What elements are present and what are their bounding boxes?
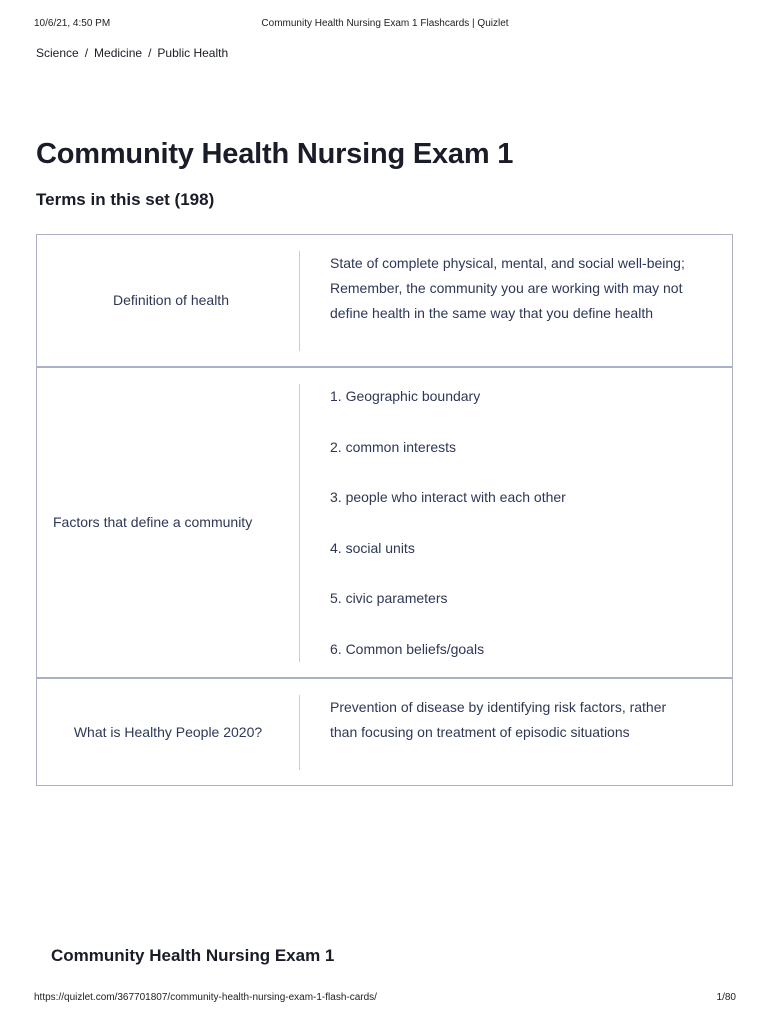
card-term-text: Factors that define a community bbox=[53, 514, 253, 530]
definition-line: 5. civic parameters bbox=[330, 590, 448, 606]
card-divider bbox=[299, 384, 300, 662]
definition-line: 4. social units bbox=[330, 539, 415, 556]
terms-heading: Terms in this set (198) bbox=[36, 190, 215, 209]
card-divider bbox=[299, 251, 300, 351]
page-title: Community Health Nursing Exam 1 bbox=[36, 138, 514, 170]
footer-title: Community Health Nursing Exam 1 bbox=[51, 946, 335, 965]
flashcard-row bbox=[37, 679, 732, 785]
breadcrumb-separator: / bbox=[84, 46, 89, 60]
breadcrumb-item-science[interactable]: Science bbox=[36, 46, 79, 60]
flashcard-row bbox=[37, 368, 732, 679]
print-url: https://quizlet.com/367701807/community-health-nursing-exam-1-flash-cards/ bbox=[34, 992, 377, 1003]
card-definition: State of complete physical, mental, and social well-being; Remember, the community you are working with may not define health in the same way that you define health bbox=[330, 255, 685, 321]
page-number: 1/80 bbox=[716, 992, 736, 1003]
definition-line: 1. Geographic boundary bbox=[330, 388, 481, 404]
breadcrumb-item-medicine[interactable]: Medicine bbox=[94, 46, 143, 60]
print-document-title: Community Health Nursing Exam 1 Flashcards | Quizlet bbox=[261, 18, 509, 29]
card-term-text: Definition of health bbox=[113, 292, 229, 308]
definition-line: 6. Common beliefs/goals bbox=[330, 640, 485, 657]
definition-line: 2. common interests bbox=[330, 438, 457, 455]
card-term bbox=[37, 368, 299, 677]
print-footer bbox=[34, 992, 736, 1006]
card-definition: Prevention of disease by identifying risk factors, rather than focusing on treatment of episodic situations bbox=[330, 699, 667, 740]
flashcard-row bbox=[37, 235, 732, 368]
definition-line: 3. people who interact with each other bbox=[330, 489, 566, 505]
print-header bbox=[34, 18, 736, 32]
card-term-text: What is Healthy People 2020? bbox=[73, 723, 263, 740]
card-divider bbox=[299, 695, 300, 770]
card-definition bbox=[299, 368, 732, 677]
breadcrumb-separator: / bbox=[148, 46, 152, 60]
print-datetime: 10/6/21, 4:50 PM bbox=[34, 18, 111, 29]
breadcrumb-item-public-health[interactable]: Public Health bbox=[157, 46, 229, 60]
card-term bbox=[37, 679, 299, 785]
flashcard-list bbox=[36, 234, 733, 786]
card-term bbox=[37, 235, 299, 366]
breadcrumb bbox=[36, 46, 228, 60]
